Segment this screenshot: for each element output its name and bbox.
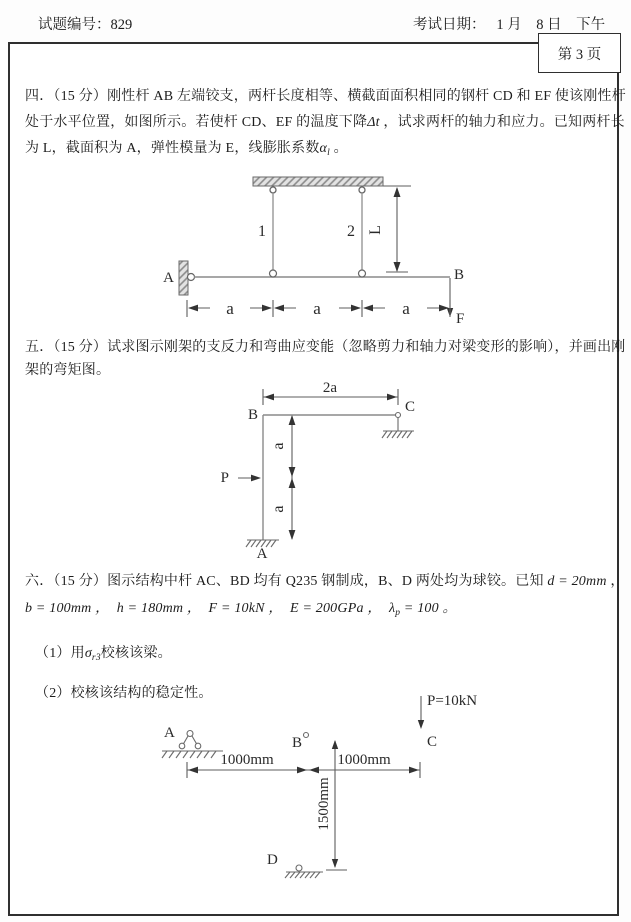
q6-line2 bbox=[25, 600, 457, 622]
load-P-label: P=10kN bbox=[427, 693, 478, 709]
exam-number: 试题编号：829 bbox=[38, 17, 133, 33]
length-dimension bbox=[383, 186, 411, 272]
q6-sigma-symbol: σ bbox=[84, 646, 92, 661]
point-D-label: D bbox=[267, 852, 278, 868]
frame-members bbox=[263, 415, 395, 540]
q5-line1: 五．（15 分）试求图示刚架的支反力和弯曲应变能（忽略剪力和轴力对梁变形的影响），并画出刚 bbox=[25, 340, 626, 355]
seg-a1-label: a bbox=[270, 442, 287, 450]
point-C-label: C bbox=[427, 734, 438, 750]
point-A-label: A bbox=[256, 546, 268, 562]
dim-a3-label: a bbox=[402, 299, 410, 318]
rigid-bar-AB bbox=[194, 270, 450, 277]
wall-support-A bbox=[179, 261, 195, 295]
diagram-q6-structure bbox=[135, 690, 485, 890]
dim-a2-label: a bbox=[313, 299, 321, 318]
dim-1000-right-label: 1000mm bbox=[337, 752, 391, 768]
load-P-arrow bbox=[418, 696, 424, 729]
q6-item2: （2）校核该结构的稳定性。 bbox=[35, 686, 213, 701]
seg-a2-label: a bbox=[270, 505, 287, 513]
q6-sigma-subscript: r3 bbox=[91, 653, 101, 663]
rod-1-label: 1 bbox=[258, 223, 266, 240]
q4-line3-text: 为 L，截面积为 A，弹性模量为 E，线膨胀系数 bbox=[25, 141, 320, 156]
dim-1500-label: 1500mm bbox=[316, 777, 332, 831]
q4-line1: 四．（15 分）刚性杆 AB 左端铰支，两杆长度相等、横截面面积相同的钢杆 CD 和 EF 使该刚性杆 bbox=[25, 89, 626, 104]
support-C bbox=[382, 413, 414, 439]
q6-lambda-subscript: p bbox=[395, 608, 401, 618]
q4-delta-t: Δt bbox=[367, 115, 380, 130]
q5-line2: 架的弯矩图。 bbox=[25, 363, 111, 378]
ball-support-D bbox=[285, 865, 323, 878]
q4-line2-text2: ，试求两杆的轴力和应力。已知两杆长 bbox=[379, 115, 625, 130]
q4-line2 bbox=[25, 114, 625, 132]
q6-line1-text: 六．（15 分）图示结构中杆 AC、BD 均有 Q235 钢制成，B、D 两处均为球铰。已知 bbox=[25, 574, 548, 589]
q4-alpha-subscript: l bbox=[327, 148, 330, 158]
dim-a1-label: a bbox=[226, 299, 234, 318]
q6-item1 bbox=[35, 645, 172, 667]
page-number-label: 第 3 页 bbox=[557, 46, 602, 63]
ceiling bbox=[253, 177, 383, 186]
q4-alpha-symbol: α bbox=[319, 141, 328, 156]
length-label: L bbox=[367, 225, 384, 235]
q6-line2-end: = 100 。 bbox=[400, 601, 457, 616]
point-A-label: A bbox=[163, 270, 174, 286]
q6-line1 bbox=[25, 573, 625, 591]
point-A-label: A bbox=[164, 725, 175, 741]
q6-item1-text2: 校核该梁。 bbox=[100, 646, 172, 661]
load-P-label: P bbox=[220, 470, 229, 486]
page-number-box bbox=[538, 33, 621, 73]
span-2a-label: 2a bbox=[322, 380, 338, 396]
rod-2 bbox=[359, 187, 365, 270]
q4-line2-text: 处于水平位置，如图所示。若使杆 CD、EF 的温度下降 bbox=[25, 115, 368, 130]
q4-line3 bbox=[25, 140, 348, 162]
diagram-q5-frame bbox=[180, 378, 435, 578]
dim-1000-left-label: 1000mm bbox=[220, 752, 274, 768]
rod-2-label: 2 bbox=[347, 223, 355, 240]
q4-line3-end: 。 bbox=[329, 141, 348, 156]
point-B-label: B bbox=[454, 267, 465, 283]
point-C-label: C bbox=[405, 399, 416, 415]
ball-joint-B bbox=[304, 733, 309, 738]
q6-item1-text: （1）用 bbox=[35, 646, 85, 661]
q6-d-value: d = 20mm bbox=[547, 574, 607, 589]
point-B-label: B bbox=[247, 407, 258, 423]
force-F-label: F bbox=[456, 311, 465, 327]
point-B-label: B bbox=[292, 735, 303, 751]
diagram-q4-rigid-bar bbox=[150, 170, 495, 335]
exam-date: 考试日期： 1 月 8 日 下午 bbox=[413, 17, 606, 33]
q6-given-values: b = 100mm ， h = 180mm ， F = 10kN ， E = 200GPa ， λ bbox=[25, 601, 396, 616]
load-P-arrow bbox=[238, 475, 261, 482]
q6-line1-end: ， bbox=[606, 574, 625, 589]
height-dimension bbox=[289, 415, 296, 540]
rod-1 bbox=[270, 187, 276, 270]
